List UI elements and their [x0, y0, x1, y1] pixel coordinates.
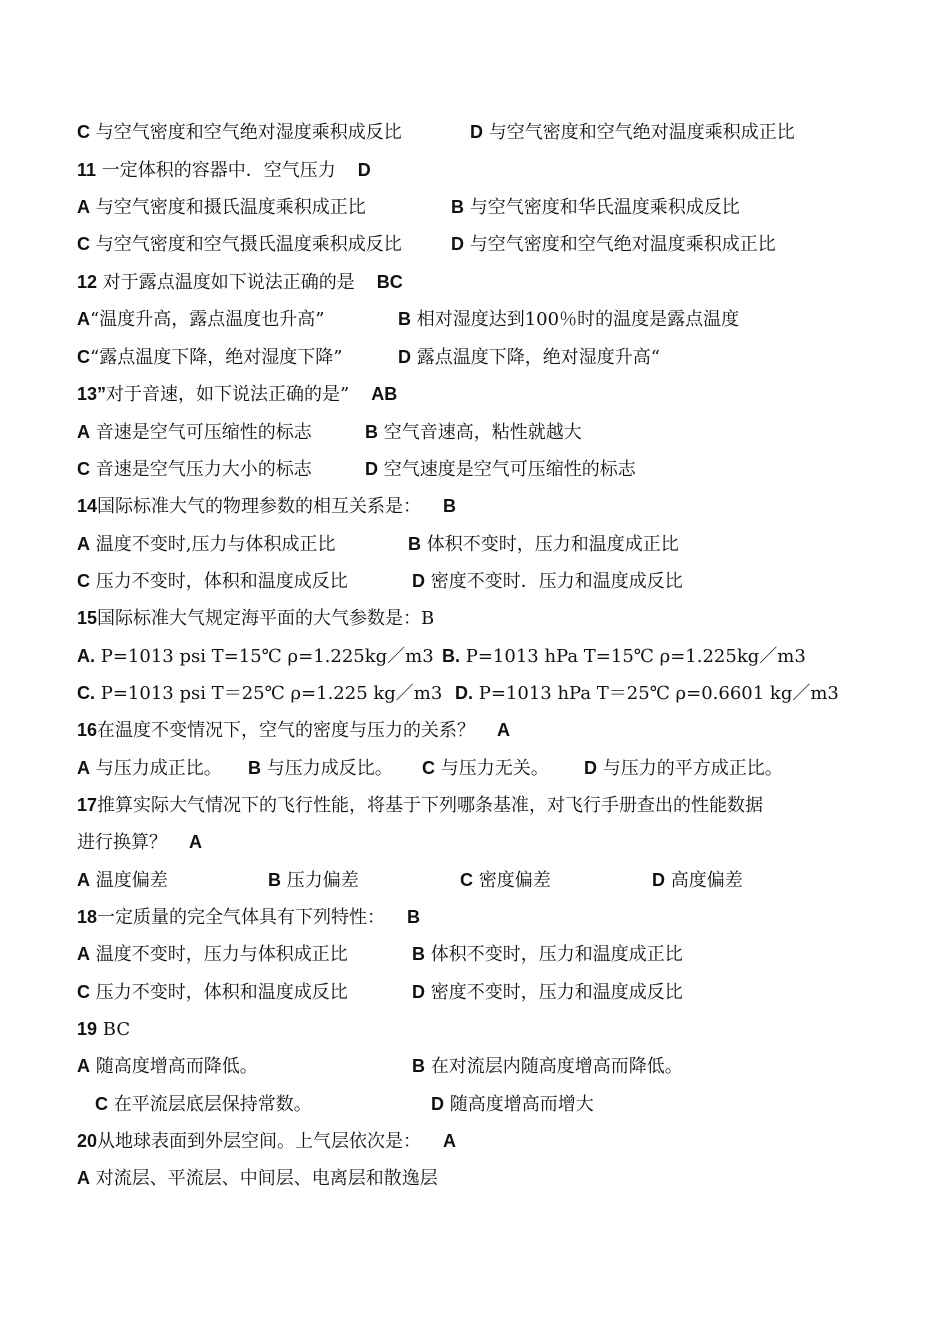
option-line [0, 1054, 950, 1078]
option-line [0, 644, 950, 668]
option-text: 压力不变时，体积和温度成反比 [90, 982, 348, 1003]
option-text: P=1013 psi T＝25℃ ρ=1.225 kg／m3 [95, 683, 443, 704]
option-letter: D [451, 234, 464, 254]
option-letter: C [77, 982, 90, 1002]
option-text: 与压力成反比。 [261, 758, 393, 779]
option-item [95, 1092, 312, 1117]
option-item [412, 569, 683, 594]
option-letter: D. [455, 683, 473, 703]
option-item [365, 457, 636, 482]
option-letter: C [95, 1094, 108, 1114]
option-item [652, 868, 743, 893]
option-text: “露点温度下降，绝对湿度下降” [90, 347, 343, 368]
option-text: 密度偏差 [473, 870, 551, 891]
option-text: 在平流层底层保持常数。 [108, 1094, 312, 1115]
option-item [77, 868, 168, 893]
question-number: 12 [77, 272, 98, 292]
option-line [0, 195, 950, 219]
option-item [442, 644, 806, 669]
option-letter: B [268, 870, 281, 890]
option-letter: A. [77, 646, 95, 666]
option-text: 温度偏差 [90, 870, 168, 891]
option-text: 温度不变时，压力与体积成正比 [90, 944, 348, 965]
option-text: P=1013 psi T=15℃ ρ=1.225kg／m3 [95, 646, 434, 667]
option-text: 与空气密度和空气绝对温度乘积成正比 [464, 234, 776, 255]
option-line [0, 420, 950, 444]
option-text: 在对流层内随高度增高而降低。 [425, 1056, 683, 1077]
option-item [451, 232, 776, 257]
question-text: 对于露点温度如下说法正确的是 [97, 272, 355, 293]
question-text: 国际标准大气的物理参数的相互关系是： [97, 496, 422, 517]
option-item [77, 345, 342, 370]
option-letter: C [77, 459, 90, 479]
option-text: 与空气密度和空气绝对温度乘积成正比 [483, 122, 795, 143]
option-letter: A [77, 309, 90, 329]
option-letter: D [365, 459, 378, 479]
option-item [77, 195, 366, 220]
question-text: 一定体积的容器中．空气压力 [96, 160, 336, 181]
option-letter: B [412, 944, 425, 964]
option-text: 随高度增高而降低。 [90, 1056, 258, 1077]
option-text: 体积不变时，压力和温度成正比 [421, 534, 679, 555]
question-text: 进行换算？ [77, 832, 167, 853]
option-letter: A [77, 534, 90, 554]
question-line [77, 494, 456, 519]
option-text: 压力偏差 [281, 870, 359, 891]
question-text: 从地球表面到外层空间。上气层依次是： [97, 1131, 422, 1152]
option-line [0, 756, 950, 780]
option-letter: B [408, 534, 421, 554]
option-item [77, 532, 335, 557]
option-letter: C [77, 571, 90, 591]
option-letter: B. [442, 646, 460, 666]
option-item [77, 1166, 438, 1191]
option-item [398, 307, 739, 332]
option-item [412, 1054, 683, 1079]
option-line [0, 232, 950, 256]
option-item [408, 532, 679, 557]
option-item [248, 756, 393, 781]
answer-key: B [407, 907, 421, 927]
option-letter: A [77, 1056, 90, 1076]
option-line [0, 942, 950, 966]
option-letter: A [77, 870, 90, 890]
option-text: 相对湿度达到100％时的温度是露点温度 [411, 309, 740, 330]
option-letter: C [77, 234, 90, 254]
option-line [0, 569, 950, 593]
option-text: 温度不变时,压力与体积成正比 [90, 534, 336, 555]
option-text: 对流层、平流层、中间层、电离层和散逸层 [90, 1168, 438, 1189]
question-number: 16 [77, 720, 98, 740]
option-text: 音速是空气可压缩性的标志 [90, 422, 312, 443]
option-line [0, 1166, 950, 1190]
option-letter: D [412, 982, 425, 1002]
option-text: 音速是空气压力大小的标志 [90, 459, 312, 480]
option-letter: C [77, 347, 90, 367]
option-item [451, 195, 740, 220]
option-item [412, 980, 683, 1005]
option-item [77, 681, 442, 706]
option-item [77, 942, 348, 967]
question-line [77, 793, 763, 818]
question-number: 11 [77, 160, 97, 180]
option-item [412, 942, 683, 967]
option-item [77, 1054, 258, 1079]
option-letter: B [248, 758, 261, 778]
question-number: 14 [77, 496, 98, 516]
option-letter: D [470, 122, 483, 142]
option-letter: D [584, 758, 597, 778]
option-item [584, 756, 783, 781]
option-text: 与压力无关。 [435, 758, 549, 779]
option-line [0, 457, 950, 481]
option-letter: D [398, 347, 411, 367]
option-item [460, 868, 551, 893]
option-line [0, 1092, 950, 1116]
question-line [77, 606, 434, 631]
question-number: 18 [77, 907, 98, 927]
question-number: 17 [77, 795, 98, 815]
option-item [365, 420, 582, 445]
option-item [77, 420, 312, 445]
option-line [0, 120, 950, 144]
answer-key: A [189, 832, 202, 852]
option-letter: D [652, 870, 665, 890]
question-number: 19 [77, 1019, 98, 1039]
option-item [398, 345, 660, 370]
option-letter: B [398, 309, 411, 329]
option-text: 与压力的平方成正比。 [597, 758, 783, 779]
option-letter: A [77, 944, 90, 964]
option-text: P=1013 hPa T＝25℃ ρ=0.6601 kg／m3 [473, 683, 839, 704]
option-item [470, 120, 795, 145]
question-line [77, 830, 202, 855]
option-line [0, 345, 950, 369]
option-text: 空气音速高，粘性就越大 [378, 422, 582, 443]
option-letter: D [412, 571, 425, 591]
question-number: 15 [77, 608, 98, 628]
option-text: 与空气密度和空气绝对湿度乘积成反比 [90, 122, 402, 143]
option-text: 露点温度下降，绝对湿度升高“ [411, 347, 660, 368]
question-text: 对于音速，如下说法正确的是” [106, 384, 350, 405]
option-letter: C [460, 870, 473, 890]
option-letter: A [77, 1168, 90, 1188]
option-text: P=1013 hPa T=15℃ ρ=1.225kg／m3 [460, 646, 806, 667]
answer-key: D [357, 160, 371, 180]
option-letter: B [451, 197, 464, 217]
option-text: 体积不变时，压力和温度成正比 [425, 944, 683, 965]
option-item [77, 232, 402, 257]
question-number: 13” [77, 384, 107, 404]
option-letter: C [422, 758, 435, 778]
option-text: 密度不变时，压力和温度成反比 [425, 982, 683, 1003]
question-line [77, 158, 371, 183]
option-line [0, 980, 950, 1004]
option-letter: B [365, 422, 378, 442]
question-line [77, 905, 420, 930]
option-item [77, 307, 324, 332]
question-line [77, 1129, 456, 1154]
question-line [77, 718, 510, 743]
option-item [77, 120, 402, 145]
answer-key: AB [371, 384, 398, 404]
option-letter: C. [77, 683, 95, 703]
option-letter: A [77, 422, 90, 442]
option-text: 压力不变时，体积和温度成反比 [90, 571, 348, 592]
option-text: 与空气密度和空气摄氏温度乘积成反比 [90, 234, 402, 255]
question-text: 一定质量的完全气体具有下列特性： [97, 907, 386, 928]
option-item [77, 457, 312, 482]
option-text: 空气速度是空气可压缩性的标志 [378, 459, 636, 480]
option-item [268, 868, 359, 893]
question-text: 推算实际大气情况下的飞行性能，将基于下列哪条基准，对飞行手册查出的性能数据 [97, 795, 764, 816]
option-line [0, 532, 950, 556]
question-line [77, 1017, 130, 1042]
option-line [0, 307, 950, 331]
answer-key: BC [376, 272, 403, 292]
option-text: 与空气密度和华氏温度乘积成反比 [464, 197, 740, 218]
option-text: 与空气密度和摄氏温度乘积成正比 [90, 197, 366, 218]
question-text: 在温度不变情况下，空气的密度与压力的关系？ [97, 720, 476, 741]
question-line [77, 382, 397, 407]
option-item [77, 756, 222, 781]
option-letter: C [77, 122, 90, 142]
question-text: BC [97, 1019, 131, 1040]
question-line [77, 270, 403, 295]
option-item [431, 1092, 594, 1117]
option-text: 随高度增高而增大 [444, 1094, 594, 1115]
option-line [0, 868, 950, 892]
answer-key: A [443, 1131, 457, 1151]
option-line [0, 681, 950, 705]
option-text: 与压力成正比。 [90, 758, 222, 779]
option-item [77, 644, 434, 669]
option-text: 高度偏差 [665, 870, 743, 891]
question-text: 国际标准大气规定海平面的大气参数是：B [97, 608, 435, 629]
option-item [77, 980, 348, 1005]
option-letter: B [412, 1056, 425, 1076]
option-letter: A [77, 758, 90, 778]
option-text: 密度不变时．压力和温度成反比 [425, 571, 683, 592]
option-letter: A [77, 197, 90, 217]
answer-key: B [443, 496, 457, 516]
option-letter: D [431, 1094, 444, 1114]
option-item [422, 756, 549, 781]
answer-key: A [497, 720, 511, 740]
option-text: “温度升高，露点温度也升高” [90, 309, 325, 330]
question-number: 20 [77, 1131, 98, 1151]
option-item [455, 681, 839, 706]
option-item [77, 569, 348, 594]
